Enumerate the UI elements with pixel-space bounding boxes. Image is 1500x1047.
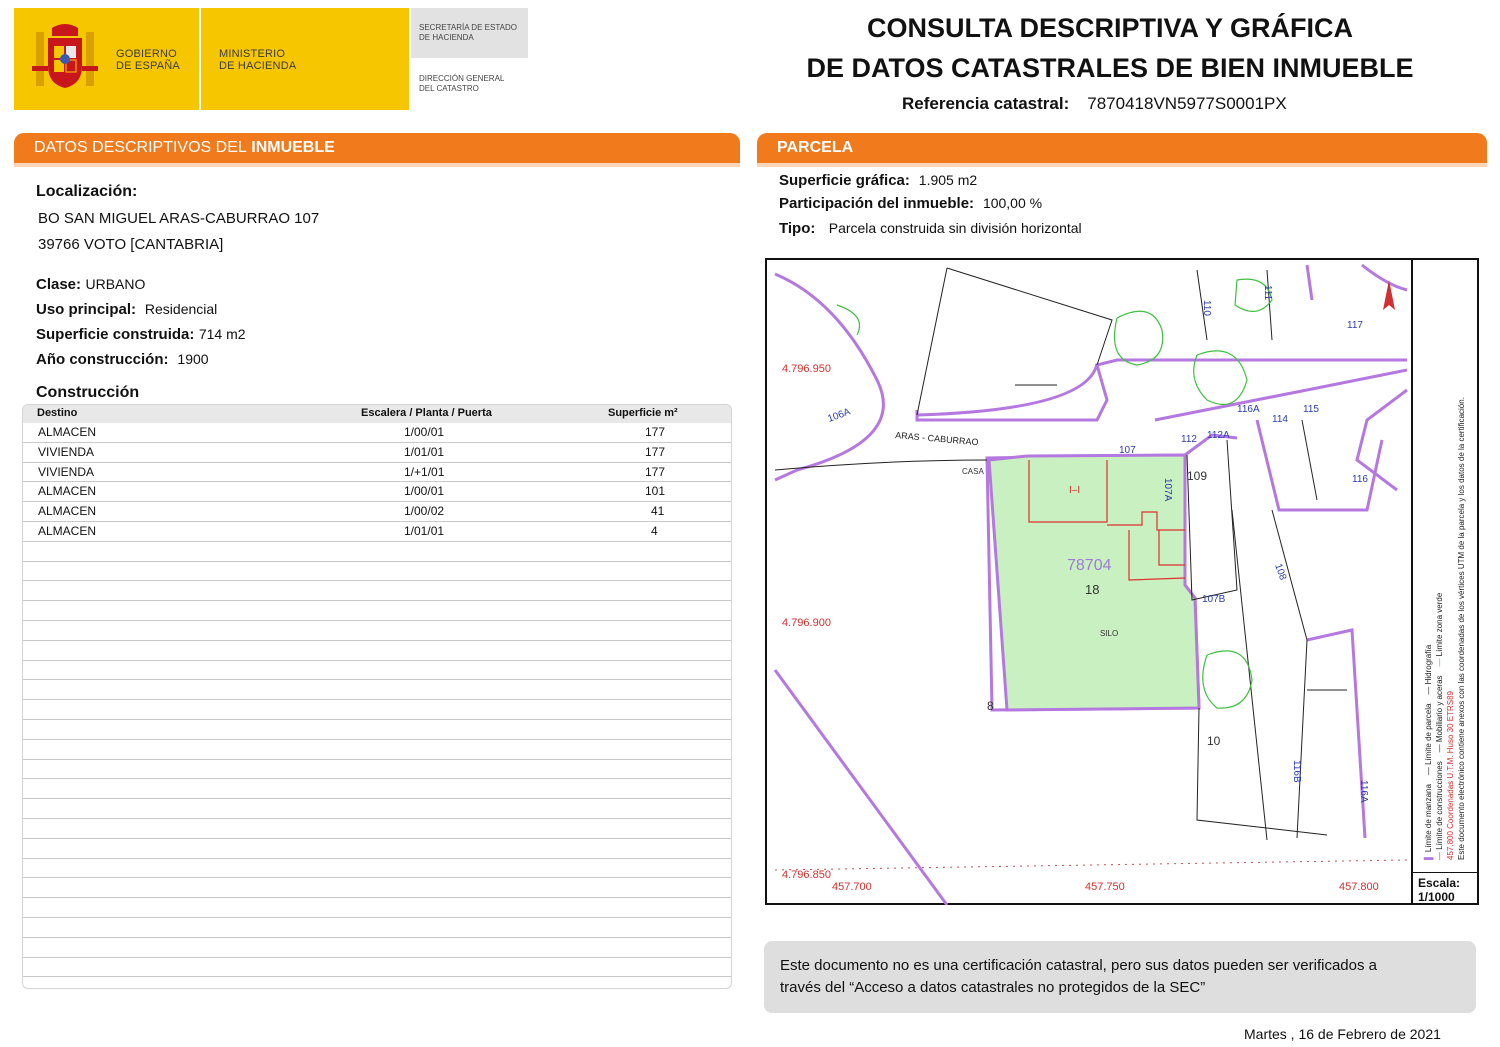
secretaria-box [411,8,528,58]
superficie-label: Superficie construida: [36,326,195,343]
table-row [23,522,731,542]
secretaria-line2: DE HACIENDA [419,33,474,42]
table-empty-row [23,562,731,582]
x-label-right: 457.800 [1339,881,1379,893]
cell-planta: 1/00/01 [404,484,445,499]
participacion-label: Participación del inmueble: [779,195,975,212]
cell-superficie: 4 [651,523,658,538]
silo-label: SILO [1100,629,1119,638]
parcel-label-18: 18 [1085,582,1100,597]
scale-value: 1/1000 [1418,890,1455,904]
street-label: ARAS - CABURRAO [894,430,979,448]
table-header [23,405,731,423]
ministerio-line1: MINISTERIO [219,48,286,60]
left-title-part2: INMUEBLE [251,139,335,156]
cell-planta: 1/00/01 [404,425,445,439]
anio-label: Año construcción: [36,351,169,368]
parcel-label-116a-top: 116A [1237,404,1260,415]
table-empty-row [23,938,731,958]
coat-of-arms-icon [28,22,102,96]
block-boundary [1307,265,1312,300]
parcel-label-117: 117 [1347,320,1363,331]
direccion-text [419,74,504,94]
table-empty-row [23,878,731,898]
table-empty-row [23,641,731,661]
cell-planta: 1/00/02 [404,504,445,519]
parcel-label-106a: 106A [826,406,852,425]
table-row [23,463,731,483]
address-line1: BO SAN MIGUEL ARAS-CABURRAO 107 [38,210,320,227]
grid-line [775,860,1407,870]
lot-line [1232,510,1267,840]
y-label-top: 4.796.950 [782,363,831,375]
legend-parcela: Límite de parcela [1424,703,1433,765]
table-empty-row [23,700,731,720]
map-drawing [767,260,1411,905]
legend-divider [1411,260,1413,905]
casa-label: CASA [962,467,984,476]
table-empty-row [23,661,731,681]
legend-note: Este documento electrónico contiene anexos con las coordenadas de los vértices UTM de la parcela y los datos de la certificación. [1457,397,1466,860]
direccion-line2: DEL CATASTRO [419,84,479,93]
vegetation-outline [1115,311,1163,365]
th-superficie: Superficie m² [608,407,678,419]
sup-grafica-value: 1.905 m2 [918,172,978,188]
superficie-row [36,326,246,344]
legend-coords: 457,800 Coordenadas U.T.M. Huso 30 ETRS89 [1446,691,1455,860]
cadastral-map [765,258,1479,905]
table-row [23,443,731,463]
block-boundary [1362,265,1407,290]
parcel-label-116a: 116A [1358,780,1369,803]
uso-label: Uso principal: [36,301,137,318]
disclaimer-line1: Este documento no es una certificación catastral, pero sus datos pueden ser verificados a [780,957,1378,974]
scale-label: Escala: [1418,876,1461,890]
x-label-left: 457.700 [832,881,872,893]
tipo-value: Parcela construida sin división horizontal [828,220,1082,236]
legend-zona-verde: Límite zona verde [1435,592,1444,657]
ministerio-line2: DE HACIENDA [219,60,297,72]
cell-superficie: 41 [651,504,665,519]
cell-planta: 1/+1/01 [404,464,445,479]
lot-line [1197,708,1327,835]
legend-mobiliario: Mobiliario y aceras [1435,675,1444,743]
lot-line [947,268,1112,365]
localizacion-label: Localización: [36,183,138,200]
table-row [23,482,731,502]
y-label-bottom: 4.796.850 [782,869,831,881]
parcel-label-109: 109 [1187,469,1208,483]
map-legend: ▌ Límite de manzana — Límite de parcela — Hidrografía — Límite de construcciones — Mobiliario y aceras — Límite zona verde 457,800 Coordenadas U.T.M. Huso 30 ETRS89 Este documento electrónico contiene anexos con las coordenadas de los vértices UTM de la parcela y los datos de la certificación. [1415,260,1477,870]
cell-destino: ALMACEN [38,523,97,538]
th-escalera: Escalera / Planta / Puerta [361,407,492,419]
address-line2: 39766 VOTO [CANTABRIA] [38,236,224,253]
clase-label: Clase: [36,276,82,293]
table-empty-row [23,958,731,978]
table-empty-row [23,740,731,760]
legend-manzana: Límite de manzana [1424,784,1433,853]
uso-value: Residencial [144,301,218,317]
title-line2: DE DATOS CATASTRALES DE BIEN INMUEBLE [806,53,1414,83]
legend-construcciones: Límite de construcciones [1435,761,1444,850]
gobierno-logo [14,8,199,110]
lot-line [1302,420,1317,500]
table-empty-row [23,977,731,989]
construccion-table [22,404,732,989]
parcel-label-8: 8 [987,699,994,713]
table-row [23,502,731,522]
table-empty-row [23,760,731,780]
parcel-label-111: 111 [1262,285,1273,301]
left-title-part1: DATOS DESCRIPTIVOS DEL [34,139,247,156]
parcel-label-107b: 107B [1202,594,1226,605]
y-label-mid: 4.796.900 [782,617,831,629]
ref-label: Referencia catastral: [902,94,1070,113]
parcel-label-116: 116 [1352,474,1368,485]
cell-superficie: 177 [645,444,666,459]
table-empty-row [23,542,731,562]
cell-destino: ALMACEN [38,425,97,439]
page-title [760,8,1460,88]
vegetation-outline [837,305,860,335]
table-empty-row [23,720,731,740]
table-empty-row [23,819,731,839]
parcel-ref-label: 78704 [1067,557,1112,574]
lot-line [1272,510,1307,838]
footer-date: Martes , 16 de Febrero de 2021 [1244,1026,1441,1042]
parcel-label-110: 110 [1201,300,1212,316]
clase-row [36,276,145,294]
parcel-label-112: 112 [1181,434,1197,445]
left-section-title [14,133,740,163]
participacion-value: 100,00 % [982,195,1043,211]
gobierno-line1: GOBIERNO [116,48,177,60]
cell-destino: VIVIENDA [38,464,95,479]
cell-planta: 1/01/01 [404,444,445,459]
table-empty-row [23,799,731,819]
parcel-label-107a: 107A [1162,478,1173,502]
block-boundary [1307,630,1365,838]
parcela-title: PARCELA [757,133,1487,163]
parcel-label-116b: 116B [1291,760,1302,783]
legend-hidrografia: Hidrografía [1424,644,1433,685]
parcel-label-114: 114 [1272,414,1288,425]
tipo-row [779,220,1082,238]
parcel-label-115: 115 [1303,404,1319,415]
sup-grafica-label: Superficie gráfica: [779,172,910,189]
table-empty-row [23,779,731,799]
lot-line [917,268,947,415]
cell-destino: ALMACEN [38,504,97,519]
header-logo [14,8,528,110]
block-boundary [775,274,883,480]
x-label-mid: 457.750 [1085,881,1125,893]
vegetation-outline [1203,651,1252,708]
participacion-row [779,195,1042,213]
table-empty-rows [23,542,731,989]
left-section-header [14,133,740,167]
anio-value: 1900 [177,351,209,367]
table-empty-row [23,859,731,879]
parcel-label-10: 10 [1207,734,1221,748]
disclaimer-box [764,941,1476,1013]
table-empty-row [23,839,731,859]
table-empty-row [23,680,731,700]
table-empty-row [23,581,731,601]
cell-superficie: 177 [645,425,666,439]
parcel-label-112a: 112A [1207,430,1230,441]
right-section-header [757,133,1487,167]
block-boundary [917,364,1097,415]
direccion-line1: DIRECCIÓN GENERAL [419,74,505,83]
secretaria-line1: SECRETARÍA DE ESTADO [419,23,517,32]
table-empty-row [23,898,731,918]
cell-superficie: 101 [645,484,666,499]
block-boundary [1155,370,1407,420]
table-empty-row [23,918,731,938]
clase-value: URBANO [85,276,146,292]
referencia-catastral [902,94,1287,114]
title-line1: CONSULTA DESCRIPTIVA Y GRÁFICA [866,13,1354,43]
uso-row [36,301,217,319]
gobierno-line2: DE ESPAÑA [116,60,180,72]
tipo-label: Tipo: [779,220,816,237]
table-empty-row [23,601,731,621]
table-body [23,423,731,542]
sup-grafica-row [779,172,977,190]
construccion-label: Construcción [36,384,140,401]
lot-line [1187,440,1237,600]
cell-destino: ALMACEN [38,484,97,499]
table-empty-row [23,621,731,641]
cell-planta: 1/01/01 [404,523,445,538]
disclaimer-line2: través del “Acceso a datos catastrales no protegidos de la SEC” [780,979,1206,996]
scale-box [1413,872,1477,905]
construction-mark: I–I [1069,485,1081,496]
superficie-value: 714 m2 [198,326,246,342]
table-row [23,423,731,443]
th-destino: Destino [37,407,78,419]
anio-row [36,351,209,369]
cell-superficie: 177 [645,464,666,479]
parcel-label-108: 108 [1272,562,1289,582]
ministerio-logo [201,8,409,110]
ref-value: 7870418VN5977S0001PX [1087,94,1287,113]
cell-destino: VIVIENDA [38,444,95,459]
parcel-label-107: 107 [1119,445,1136,456]
